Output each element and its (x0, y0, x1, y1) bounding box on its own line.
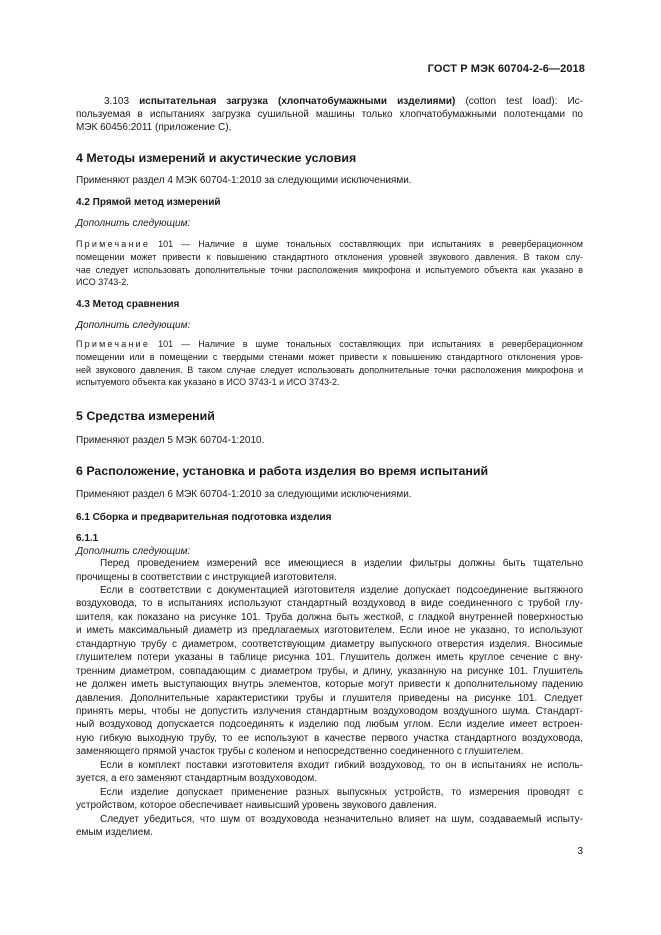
body-line: емым изделием. (76, 827, 153, 838)
clause-3-103-line-1 (76, 95, 583, 108)
body-line: стандартную трубу с диаметром, соответствующим диаметру выпускного отверстия изделия. Вносимые (76, 638, 583, 650)
note-4-3-line-2: помещении или в помещении с твердыми стенами может привести к повышению стандартного отклонения уров- (76, 352, 583, 362)
note-4-2-line-1: Примечание 101 — Наличие в шуме тональных составляющих при испытаниях в реверберационном (76, 239, 583, 249)
body-line: заменяющего прямой участок трубы с коленом и непосредственно соединенного с глушителем. (76, 746, 524, 758)
body-line: зуется, а его заменяют стандартным воздуховодом. (76, 773, 317, 785)
note-4-2-line-4: ИСО 3743-2. (76, 277, 129, 287)
subsection-4-3-heading: 4.3 Метод сравнения (76, 299, 180, 310)
body-line (76, 759, 583, 772)
body-line: ную гибкую выходную трубу, то ее используют в качестве первого участка стандартного воздуховода, (76, 732, 583, 744)
note-4-2-line-3: чае следует использовать дополнительные точки расположения микрофона и испытуемого объекта как указано в (76, 265, 583, 275)
term-title: испытательная загрузка (хлопчатобумажными изделиями) (139, 96, 456, 107)
section-6-intro: Применяют раздел 6 МЭК 60704-1:2010 за следующими исключениями. (76, 489, 412, 500)
body-line: шителя, как показано на рисунке 101. Труба должна быть жесткой, с гладкой внутренней поверхностью (76, 611, 583, 623)
body-line-text: Если в соответствии с документацией изготовителя изделие допускает подсоединение вытяжного (100, 584, 583, 596)
clause-number: 3.103 (104, 96, 130, 107)
supplement-label-4-3: Дополнить следующим: (76, 320, 191, 331)
body-line (76, 584, 583, 597)
page-number: 3 (577, 846, 583, 857)
body-line: прочищены в соответствии с инструкцией изготовителя. (76, 571, 337, 583)
body-line: и иметь максимальный диаметр из предлагаемых изготовителем. Если иное не указано, то используют (76, 625, 583, 637)
section-5-heading: 5 Средства измерений (76, 409, 215, 423)
subsection-4-2-heading: 4.2 Прямой метод измерений (76, 197, 221, 208)
note-4-3-line-3: ней звукового давления. В таком случае следует использовать дополнительные точки расположения микрофона и (76, 365, 583, 375)
body-line: тренним диаметром, совпадающим с диаметром трубы, и длину, указанную на рисунке 101. Глушитель (76, 665, 583, 677)
body-line-text: Следует убедиться, что шум от воздуховода незначительно влияет на шум, создаваемый испыту- (100, 813, 583, 825)
body-line-text: Перед проведением измерений все имеющиеся в изделии фильтры должны быть тщательно (100, 558, 583, 569)
note-label: Примечание (76, 339, 151, 349)
body-line-text: Если в комплект поставки изготовителя входит гибкий воздуховод, то он в испытаниях не исполь- (100, 759, 583, 771)
body-line (76, 557, 583, 570)
term-definition-start: Ис- (567, 96, 584, 107)
note-4-3-line-4: испытуемого объекта как указано в ИСО 3743-1 и ИСО 3743-2. (76, 377, 340, 387)
term-english: (cotton test load): (465, 96, 558, 107)
section-4-heading: 4 Методы измерений и акустические условия (76, 151, 357, 165)
document-header: ГОСТ Р МЭК 60704-2-6—2018 (427, 63, 585, 75)
supplement-label-4-2: Дополнить следующим: (76, 218, 191, 229)
body-line-text: Если изделие допускает применение разных выпускных устройств, то измерения проводят с (100, 786, 583, 798)
body-line: воздуховода, то в испытаниях используют стандартный воздуховод в виде соединенного с трубой глу- (76, 598, 583, 610)
body-line: глушителем потери указаны в таблице рисунка 101. Глушитель должен иметь круглое сечение с вну- (76, 652, 583, 664)
clause-3-103-line-3: МЭК 60456:2011 (приложение С). (76, 122, 232, 133)
section-5-intro: Применяют раздел 5 МЭК 60704-1:2010. (76, 435, 265, 446)
supplement-label-6-1-1: Дополнить следующим: (76, 546, 191, 557)
section-4-intro: Применяют раздел 4 МЭК 60704-1:2010 за следующими исключениями. (76, 175, 412, 186)
note-label: Примечание (76, 239, 151, 249)
clause-3-103-line-2: пользуемая в испытаниях загрузка сушильной машины только хлопчатобумажными полотенцами по (76, 109, 583, 120)
body-line (76, 786, 583, 799)
body-line: не должен иметь выступающих внутрь элементов, которые могут привести к дополнительному падению (76, 679, 583, 690)
body-line: принять меры, чтобы не допустить излучения стандартным воздуховодом воздушного шума. Стандарт- (76, 706, 583, 717)
body-line (76, 813, 583, 826)
body-line: давления. Дополнительные характеристики трубы и глушителя приведены на рисунке 101. Следует (76, 692, 583, 704)
body-line: ный воздуховод допускается подсоединять к изделию под любым углом. Если изделие имеет встроен- (76, 719, 583, 731)
note-4-2-line-2: помещении может привести к повышению стандартного отклонения уровней звукового давления. В таком слу- (76, 252, 583, 262)
body-line: устройством, которое обеспечивает наивысший уровень звукового давления. (76, 800, 437, 812)
note-4-3-line-1: Примечание 101 — Наличие в шуме тональных составляющих при испытаниях в реверберационном (76, 339, 583, 349)
section-6-heading: 6 Расположение, установка и работа изделия во время испытаний (76, 464, 489, 478)
subsection-6-1-heading: 6.1 Сборка и предварительная подготовка изделия (76, 512, 332, 523)
clause-6-1-1-number: 6.1.1 (76, 533, 99, 544)
